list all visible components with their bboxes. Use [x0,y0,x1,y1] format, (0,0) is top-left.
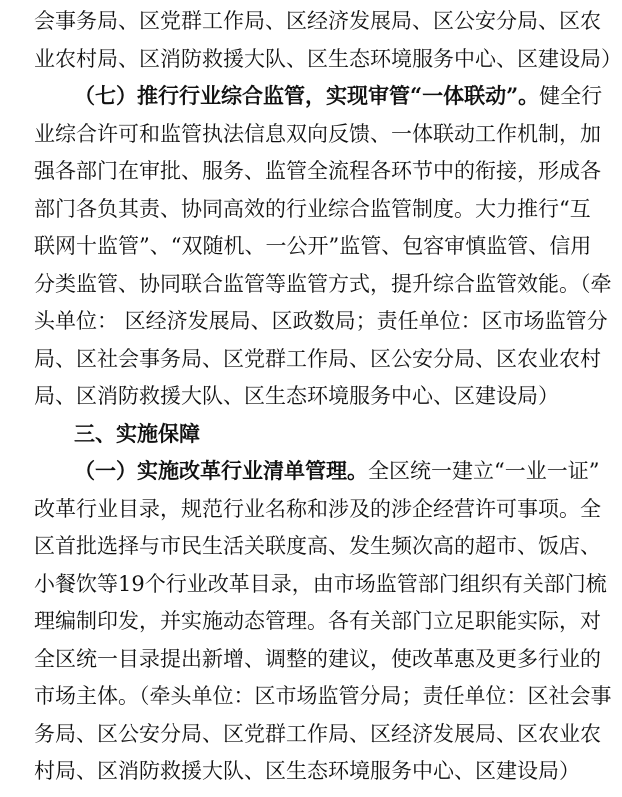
body-text-line: 局、区消防救援大队、区生态环境服务中心、区建设局） [34,384,559,408]
subsection-heading-7: （七）推行行业综合监管，实现审管“一体联动”。 [74,83,540,108]
body-text-line: 全区统一目录提出新增、调整的建议，使改革惠及更多行业的 [34,647,601,671]
body-text-line: 业综合许可和监管执法信息双向反馈、一体联动工作机制，加 [34,122,601,146]
body-text-line: 头单位： 区经济发展局、区政数局；责任单位：区市场监管分 [34,309,608,333]
body-text-run: 全区统一建立“一业一证” [368,459,600,483]
body-text-line: 务局、区公安分局、区党群工作局、区经济发展局、区农业农 [34,722,601,746]
body-text-line: 小餐饮等19个行业改革目录，由市场监管部门组织有关部门梳 [34,572,607,596]
body-text-line: 强各部门在审批、服务、监管全流程各环节中的衔接，形成各 [34,159,601,183]
body-text-line: 改革行业目录，规范行业名称和涉及的涉企经营许可事项。全 [34,497,601,521]
body-text-line: 联网十监管”、“双随机、一公开”监管、包容审慎监管、信用 [34,234,592,258]
section-paragraph-1-first-line [74,452,600,490]
body-text-run: 健全行 [539,84,603,108]
body-text-line: 区首批选择与市民生活关联度高、发生频次高的超市、饭店、 [34,534,601,558]
body-text-line: 理编制印发，并实施动态管理。各有关部门立足职能实际，对 [34,609,601,633]
body-text-line: 村局、区消防救援大队、区生态环境服务中心、区建设局） [34,759,580,783]
body-text-line: 会事务局、区党群工作局、区经济发展局、区公安分局、区农 [34,9,601,33]
body-text-line: 分类监管、协同联合监管等监管方式，提升综合监管效能。（牵 [34,272,612,296]
body-text-line: 局、区社会事务局、区党群工作局、区公安分局、区农业农村 [34,347,601,371]
body-text-line: 部门各负其责、协同高效的行业综合监管制度。大力推行“互 [34,197,591,221]
body-text-line: 业农村局、区消防救援大队、区生态环境服务中心、区建设局） [34,47,622,71]
body-text-line: 市场主体。（牵头单位：区市场监管分局；责任单位：区社会事 [34,684,612,708]
section-heading-3: 三、实施保障 [74,422,200,446]
subsection-heading-1: （一）实施改革行业清单管理。 [74,458,368,483]
section-paragraph-7-first-line [74,77,603,115]
